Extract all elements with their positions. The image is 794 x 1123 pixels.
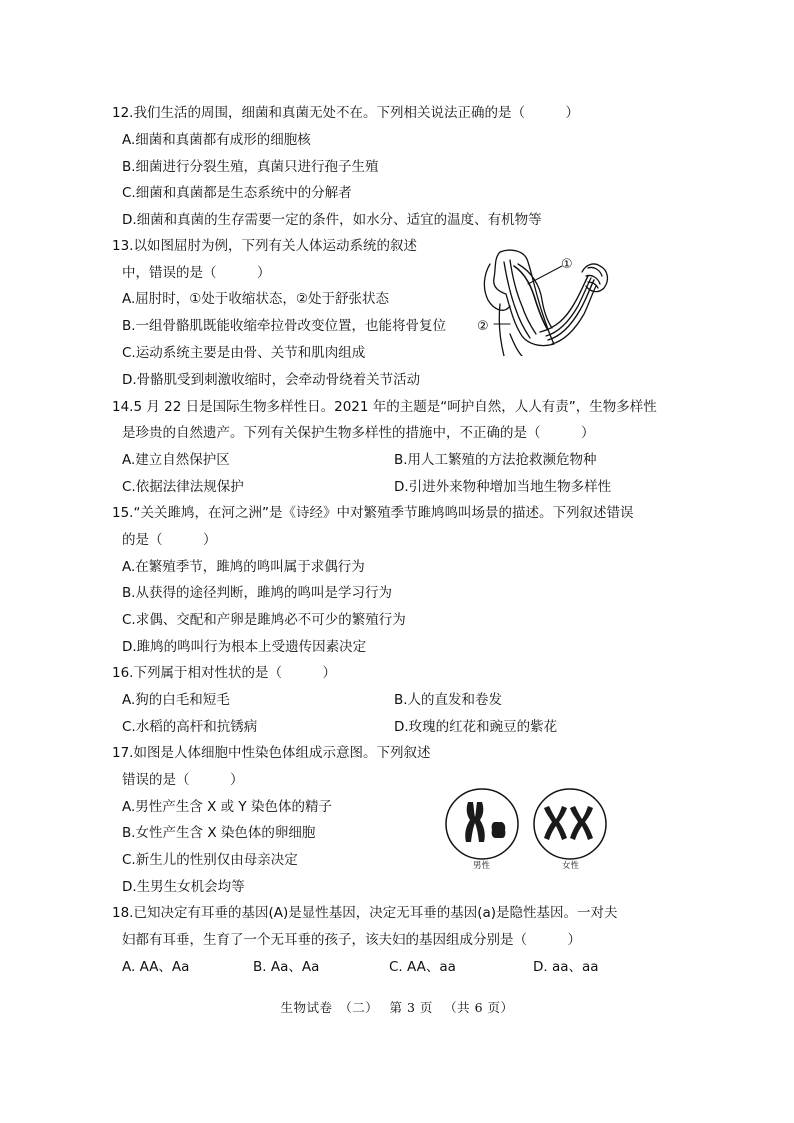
q14-option-c: C.依据法律法规保护: [122, 479, 244, 495]
q18-option-b: B. Aa、Aa: [253, 959, 320, 975]
q15-option-b: B.从获得的途径判断，雎鸠的鸣叫是学习行为: [122, 585, 393, 601]
q18-option-d: D. aa、aa: [533, 959, 599, 975]
q18-stem-line2: 妇都有耳垂，生育了一个无耳垂的孩子，该夫妇的基因组成分别是（ ）: [122, 932, 581, 948]
q12-option-b: B.细菌进行分裂生殖，真菌只进行孢子生殖: [122, 159, 379, 175]
q15-option-d: D.雎鸠的鸣叫行为根本上受遗传因素决定: [122, 639, 367, 655]
q13-option-d: D.骨骼肌受到刺激收缩时，会牵动骨绕着关节活动: [122, 372, 421, 388]
q15-stem-line2: 的是（ ）: [122, 532, 217, 548]
arm-flexion-figure: [470, 244, 620, 356]
page-footer: 生物试卷 （二） 第 3 页 （共 6 页）: [280, 1000, 514, 1015]
q12-option-a: A.细菌和真菌都有成形的细胞核: [122, 132, 311, 148]
q14-option-d: D.引进外来物种增加当地生物多样性: [394, 479, 612, 495]
q17-option-b: B.女性产生含 X 染色体的卵细胞: [122, 825, 316, 841]
q16-stem: 16.下列属于相对性状的是（ ）: [112, 665, 336, 681]
q17-stem-line2: 错误的是（ ）: [122, 772, 244, 788]
q15-option-a: A.在繁殖季节，雎鸠的鸣叫属于求偶行为: [122, 559, 365, 575]
q14-stem-line1: 14.5 月 22 日是国际生物多样性日。2021 年的主题是“呵护自然，人人有责”，生物多样性: [112, 399, 657, 415]
q16-option-a: A.狗的白毛和短毛: [122, 692, 230, 708]
q13-option-c: C.运动系统主要是由骨、关节和肌肉组成: [122, 345, 366, 361]
q14-option-a: A.建立自然保护区: [122, 452, 230, 468]
q17-option-d: D.生男生女机会均等: [122, 879, 245, 895]
q16-option-c: C.水稻的高杆和抗锈病: [122, 719, 258, 735]
q14-option-b: B.用人工繁殖的方法抢救濒危物种: [394, 452, 597, 468]
q15-option-c: C.求偶、交配和产卵是雎鸠必不可少的繁殖行为: [122, 612, 406, 628]
q17-stem-line1: 17.如图是人体细胞中性染色体组成示意图。下列叙述: [112, 745, 431, 761]
sex-chromosome-figure: [444, 786, 610, 872]
q18-option-a: A. AA、Aa: [122, 959, 190, 975]
q12-stem: 12.我们生活的周围，细菌和真菌无处不在。下列相关说法正确的是（ ）: [112, 105, 579, 121]
q12-option-c: C.细菌和真菌都是生态系统中的分解者: [122, 185, 352, 201]
q18-option-c: C. AA、aa: [389, 959, 456, 975]
q17-option-c: C.新生儿的性别仅由母亲决定: [122, 852, 298, 868]
q16-option-d: D.玫瑰的红花和豌豆的紫花: [394, 719, 558, 735]
q13-stem-line2: 中，错误的是（ ）: [122, 265, 271, 281]
q17-option-a: A.男性产生含 X 或 Y 染色体的精子: [122, 799, 332, 815]
label-1: ①: [561, 257, 573, 272]
q16-option-b: B.人的直发和卷发: [394, 692, 503, 708]
q13-stem-line1: 13.以如图屈肘为例，下列有关人体运动系统的叙述: [112, 238, 417, 254]
q13-option-b: B.一组骨骼肌既能收缩牵拉骨改变位置，也能将骨复位: [122, 318, 447, 334]
label-male: 男性: [473, 861, 491, 871]
q18-stem-line1: 18.已知决定有耳垂的基因(A)是显性基因，决定无耳垂的基因(a)是隐性基因。一对夫: [112, 905, 618, 921]
q15-stem-line1: 15.“关关雎鸠，在河之洲”是《诗经》中对繁殖季节雎鸠鸣叫场景的描述。下列叙述错误: [112, 505, 634, 521]
label-female: 女性: [562, 861, 580, 871]
q12-option-d: D.细菌和真菌的生存需要一定的条件，如水分、适宜的温度、有机物等: [122, 212, 542, 228]
q13-option-a: A.屈肘时，①处于收缩状态，②处于舒张状态: [122, 291, 389, 307]
q14-stem-line2: 是珍贵的自然遗产。下列有关保护生物多样性的措施中，不正确的是（ ）: [122, 425, 595, 441]
label-2: ②: [477, 319, 489, 334]
